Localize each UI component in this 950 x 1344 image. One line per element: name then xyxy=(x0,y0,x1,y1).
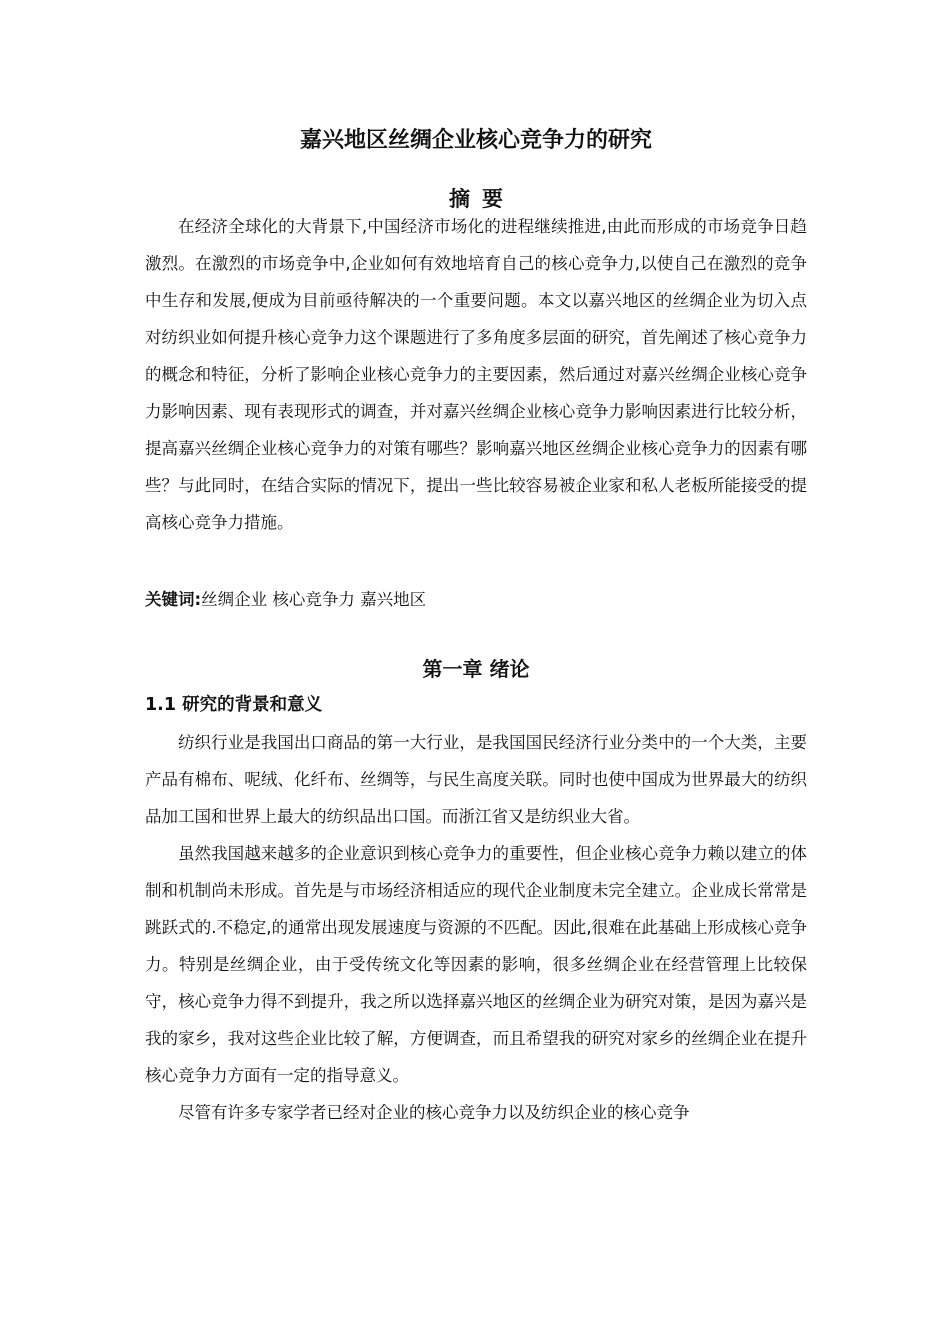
document-page xyxy=(145,0,807,1344)
keywords-values: 丝绸企业 核心竞争力 嘉兴地区 xyxy=(201,590,427,609)
abstract-heading: 摘要 xyxy=(449,187,515,211)
paper-title: 嘉兴地区丝绸企业核心竞争力的研究 xyxy=(299,128,652,153)
keywords-label: 关键词: xyxy=(145,590,202,609)
body-text xyxy=(145,724,807,1131)
section-title: 1.1 研究的背景和意义 xyxy=(145,695,323,715)
keywords-line xyxy=(145,581,807,618)
chapter-title: 第一章 绪论 xyxy=(422,657,530,681)
body-paragraph: 纺织行业是我国出口商品的第一大行业，是我国国民经济行业分类中的一个大类，主要产品有棉布、呢绒、化纤布、丝绸等，与民生高度关联。同时也使中国成为世界最大的纺织品加工国和世界上最大的纺织品出口国。而浙江省又是纺织业大省。 xyxy=(145,733,807,826)
abstract-section xyxy=(145,208,807,541)
body-paragraph: 尽管有许多专家学者已经对企业的核心竞争力以及纺织企业的核心竞争 xyxy=(178,1103,690,1122)
body-paragraph: 虽然我国越来越多的企业意识到核心竞争力的重要性，但企业核心竞争力赖以建立的体制和机制尚未形成。首先是与市场经济相适应的现代企业制度未完全建立。企业成长常常是跳跃式的.不稳定,的通常出现发展速度与资源的不匹配。因此,很难在此基础上形成核心竞争力。特别是丝绸企业，由于受传统文化等因素的影响，很多丝绸企业在经营管理上比较保守，核心竞争力得不到提升，我之所以选择嘉兴地区的丝绸企业为研究对策，是因为嘉兴是我的家乡，我对这些企业比较了解，方便调查，而且希望我的研究对家乡的丝绸企业在提升核心竞争力方面有一定的指导意义。 xyxy=(145,844,807,1085)
abstract-text: 在经济全球化的大背景下,中国经济市场化的进程继续推进,由此而形成的市场竞争日趋激烈。在激烈的市场竞争中,企业如何有效地培育自己的核心竞争力,以使自己在激烈的竞争中生存和发展,便成为目前亟待解决的一个重要问题。本文以嘉兴地区的丝绸企业为切入点对纺织业如何提升核心竞争力这个课题进行了多角度多层面的研究，首先阐述了核心竞争力的概念和特征，分析了影响企业核心竞争力的主要因素，然后通过对嘉兴丝绸企业核心竞争力影响因素、现有表现形式的调查，并对嘉兴丝绸企业核心竞争力影响因素进行比较分析，提高嘉兴丝绸企业核心竞争力的对策有哪些？影响嘉兴地区丝绸企业核心竞争力的因素有哪些？与此同时，在结合实际的情况下，提出一些比较容易被企业家和私人老板所能接受的提高核心竞争力措施。 xyxy=(145,217,807,532)
